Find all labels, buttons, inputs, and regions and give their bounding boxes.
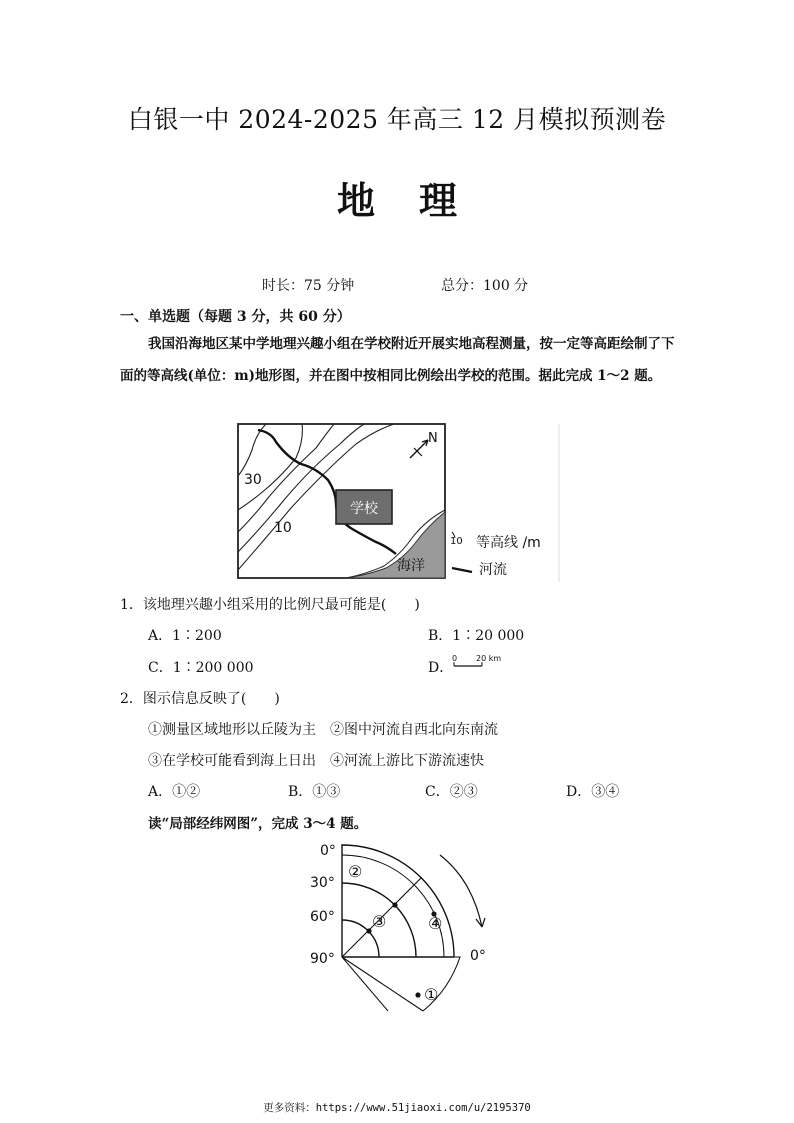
scale-twenty: 20 km <box>476 654 502 663</box>
lat-30-label: 30° <box>310 875 335 891</box>
point-3-label: ③ <box>372 912 387 931</box>
graticule-map <box>300 835 500 1015</box>
scale-zero: 0 <box>452 654 458 663</box>
legend-river-symbol <box>452 568 472 572</box>
scale-bar-icon <box>450 652 512 670</box>
option-d-prefix: D． <box>428 660 454 676</box>
question-2-statement-3: ③在学校可能看到海上日出 <box>148 753 316 769</box>
question-1-option-b[interactable]: B．1∶20 000 <box>428 628 525 644</box>
lat-60-label: 60° <box>310 909 335 925</box>
north-label: N <box>428 431 438 446</box>
question-2-statement-1: ①测量区域地形以丘陵为主 <box>148 722 316 738</box>
lower-sector <box>342 957 460 1011</box>
ocean-label: 海洋 <box>397 558 425 574</box>
question-2-option-c[interactable]: C．②③ <box>425 784 478 800</box>
exam-duration: 时长：75 分钟 <box>262 278 355 294</box>
question-2-option-b[interactable]: B．①③ <box>288 784 341 800</box>
section-heading: 一、单选题（每题 3 分，共 60 分） <box>120 309 351 325</box>
point-2-label: ② <box>348 862 363 881</box>
question-2-option-a[interactable]: A．①② <box>148 784 201 800</box>
footer-link[interactable]: 更多资料：https://www.51jiaoxi.com/u/2195370 <box>263 1102 531 1114</box>
meridian-lower-diagonal <box>342 957 423 1011</box>
legend-contour-value: 10 <box>450 536 463 547</box>
subject-char-1: 地 <box>336 179 375 223</box>
question-1-option-a[interactable]: A．1∶200 <box>148 628 222 644</box>
question-1-stem: 1．该地理兴趣小组采用的比例尺最可能是( ) <box>120 597 420 613</box>
contour-label-10: 10 <box>274 520 292 536</box>
point-1-label: ① <box>424 985 439 1004</box>
lat-0-label: 0° <box>320 843 336 859</box>
question-1-option-c[interactable]: C．1∶200 000 <box>148 660 254 676</box>
point-4-label: ④ <box>428 914 443 933</box>
intro-paragraph: 我国沿海地区某中学地理兴趣小组在学校附近开展实地高程测量，按一定等高距绘制了下面的等高线(单位：m)地形图，并在图中按相同比例绘出学校的范围。据此完成 1～2 题。 <box>120 336 675 384</box>
school-label: 学校 <box>350 501 378 517</box>
lon-0-label: 0° <box>470 948 486 964</box>
contour-map <box>236 420 566 585</box>
question-2-statement-4: ④河流上游比下游流速快 <box>330 753 484 769</box>
subject-title <box>0 170 794 225</box>
question-2-stem: 2．图示信息反映了( ) <box>120 691 280 707</box>
legend-contour-label: 等高线 /m <box>476 535 541 551</box>
meridian-lower <box>342 957 388 1011</box>
exam-total: 总分：100 分 <box>441 278 529 294</box>
legend-river-label: 河流 <box>479 562 507 578</box>
exam-title: 白银一中 2024-2025 年高三 12 月模拟预测卷 <box>127 105 667 134</box>
lat-90-label: 90° <box>310 951 335 967</box>
contour-label-30: 30 <box>244 472 262 488</box>
question-2-statement-2: ②图中河流自西北向东南流 <box>330 722 498 738</box>
question-2-option-d[interactable]: D．③④ <box>566 784 620 800</box>
intro-2: 读“局部经纬网图”，完成 3～4 题。 <box>148 816 368 832</box>
subject-char-2: 理 <box>419 179 458 223</box>
